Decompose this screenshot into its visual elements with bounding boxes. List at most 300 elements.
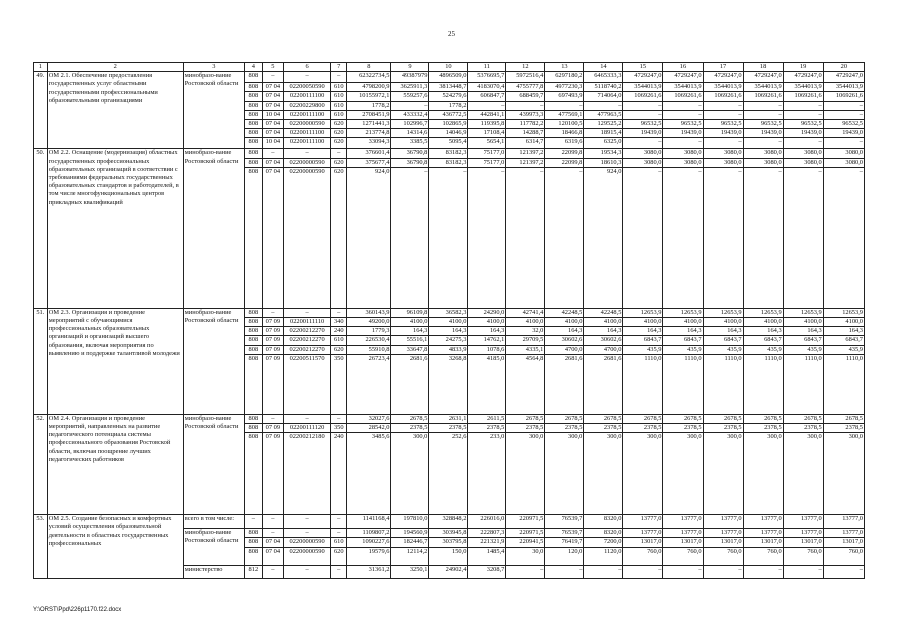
amount-cell: 3544013,9 [783, 83, 823, 92]
amount-cell: 4896509,0 [429, 72, 468, 83]
amount-cell: 924,0 [584, 167, 623, 308]
amount-cell: 119395,8 [468, 120, 506, 129]
amount-cell: 300,0 [584, 433, 623, 515]
measure-name: ОМ 2.3. Организация и проведение мероприятий с обучающимися профессиональных образовательных организаций и организаций высшего образования, включая мероприятия по выявлению и поддержке талантливой молодежи [47, 308, 183, 414]
amount-cell: 19439,0 [743, 129, 783, 138]
table-row [34, 414, 865, 423]
amount-cell: 3544013,9 [743, 83, 783, 92]
amount-cell: 697493,9 [545, 92, 584, 101]
amount-cell: 13017,0 [663, 538, 703, 547]
amount-cell: 4100,0 [823, 318, 864, 327]
amount-cell: 303795,8 [429, 538, 468, 547]
amount-cell: 2681,6 [391, 354, 429, 414]
vr-cell: 620 [331, 547, 347, 565]
amount-cell: – [823, 167, 864, 308]
vr-cell: – [331, 565, 347, 578]
vr-cell: 620 [331, 345, 347, 354]
vr-cell: 610 [331, 83, 347, 92]
gr-code-cell: 808 [244, 129, 262, 138]
amount-cell: – [823, 138, 864, 149]
amount-cell: 714064,0 [584, 92, 623, 101]
amount-cell: 19534,3 [584, 149, 623, 158]
header-cell: 10 [429, 63, 468, 72]
amount-cell: 3080,0 [743, 149, 783, 158]
budget-table [33, 62, 865, 579]
amount-cell: 4729247,0 [703, 72, 743, 83]
amount-cell: 28542,0 [347, 424, 391, 433]
row-number: 52. [34, 414, 48, 514]
amount-cell: 6843,7 [663, 336, 703, 345]
csr-cell: – [283, 414, 330, 423]
amount-cell: 33094,3 [347, 138, 391, 149]
rzpr-cell: 07 09 [262, 336, 283, 345]
amount-cell: 24275,3 [429, 336, 468, 345]
vr-cell: – [331, 529, 347, 538]
csr-cell: 02200229800 [283, 101, 330, 110]
amount-cell: 760,0 [663, 547, 703, 565]
csr-cell: 02200111100 [283, 110, 330, 119]
amount-cell: 435,9 [623, 345, 663, 354]
amount-cell: 300,0 [545, 433, 584, 515]
amount-cell: 760,0 [743, 547, 783, 565]
amount-cell: 4977230,3 [545, 83, 584, 92]
csr-cell: 02200111100 [283, 129, 330, 138]
amount-cell: 22099,8 [545, 149, 584, 158]
amount-cell: – [663, 167, 703, 308]
amount-cell: 13777,0 [623, 529, 663, 538]
amount-cell: 4100,0 [743, 318, 783, 327]
gr-code-cell: 808 [244, 83, 262, 92]
amount-cell: 12653,9 [783, 308, 823, 317]
amount-cell: 164,3 [545, 327, 584, 336]
vr-cell: – [331, 515, 347, 529]
amount-cell: 164,3 [703, 327, 743, 336]
gr-code-cell: 808 [244, 308, 262, 317]
amount-cell: 439973,3 [506, 110, 545, 119]
amount-cell: 1090227,6 [347, 538, 391, 547]
amount-cell: 4100,0 [391, 318, 429, 327]
amount-cell: 96532,5 [663, 120, 703, 129]
rzpr-cell: 07 09 [262, 354, 283, 414]
amount-cell: 3080,0 [663, 158, 703, 167]
amount-cell: 96532,5 [783, 120, 823, 129]
amount-cell: – [663, 138, 703, 149]
amount-cell: 18610,3 [584, 158, 623, 167]
amount-cell: 150,0 [429, 547, 468, 565]
amount-cell: 2378,5 [783, 424, 823, 433]
amount-cell: 31361,2 [347, 565, 391, 578]
amount-cell: 32027,6 [347, 414, 391, 423]
amount-cell: 96532,5 [743, 120, 783, 129]
rzpr-cell: 07 04 [262, 129, 283, 138]
amount-cell: – [703, 565, 743, 578]
amount-cell: 300,0 [783, 433, 823, 515]
amount-cell: 924,0 [347, 167, 391, 308]
amount-cell: – [783, 167, 823, 308]
amount-cell: 1109807,2 [347, 529, 391, 538]
vr-cell: – [331, 149, 347, 158]
amount-cell: 220941,5 [506, 538, 545, 547]
gr-code-cell: 808 [244, 414, 262, 423]
amount-cell: 3250,1 [391, 565, 429, 578]
executor-cell: минобразо-вание Ростовской области [183, 308, 244, 414]
header-cell: 12 [506, 63, 545, 72]
amount-cell: 4185,0 [468, 354, 506, 414]
amount-cell: 2681,6 [584, 354, 623, 414]
amount-cell: 6843,7 [823, 336, 864, 345]
amount-cell: 2378,5 [703, 424, 743, 433]
gr-code-cell: 808 [244, 120, 262, 129]
amount-cell: 13777,0 [703, 515, 743, 529]
amount-cell: 252,6 [429, 433, 468, 515]
vr-cell: 240 [331, 327, 347, 336]
amount-cell: 10155972,1 [347, 92, 391, 101]
amount-cell: – [468, 101, 506, 110]
amount-cell: 120100,5 [545, 120, 584, 129]
amount-cell: 4729247,0 [743, 72, 783, 83]
amount-cell: 96109,8 [391, 308, 429, 317]
amount-cell: 1271441,3 [347, 120, 391, 129]
amount-cell: 30602,6 [584, 336, 623, 345]
gr-code-cell: 808 [244, 318, 262, 327]
amount-cell: – [623, 101, 663, 110]
amount-cell: 2681,6 [545, 354, 584, 414]
rzpr-cell: – [262, 414, 283, 423]
amount-cell: 12653,9 [663, 308, 703, 317]
amount-cell: 13017,0 [743, 538, 783, 547]
amount-cell: 2378,5 [743, 424, 783, 433]
amount-cell: 102865,9 [429, 120, 468, 129]
csr-cell: 02200111100 [283, 138, 330, 149]
amount-cell: 3080,0 [823, 149, 864, 158]
amount-cell: 17108,4 [468, 129, 506, 138]
csr-cell: – [283, 308, 330, 317]
amount-cell: 2378,5 [823, 424, 864, 433]
header-cell: 7 [331, 63, 347, 72]
header-cell: 17 [703, 63, 743, 72]
gr-code-cell: 808 [244, 327, 262, 336]
amount-cell: 220971,5 [506, 515, 545, 529]
csr-cell: 02200212270 [283, 345, 330, 354]
csr-cell: – [283, 149, 330, 158]
table-row [34, 72, 865, 83]
gr-code-cell: 808 [244, 167, 262, 308]
amount-cell: 13777,0 [783, 529, 823, 538]
gr-code-cell: 808 [244, 529, 262, 538]
amount-cell: – [545, 167, 584, 308]
amount-cell: 213774,8 [347, 129, 391, 138]
vr-cell: 340 [331, 318, 347, 327]
amount-cell: 303945,8 [429, 529, 468, 538]
rzpr-cell: 07 09 [262, 318, 283, 327]
amount-cell: 3544013,9 [823, 83, 864, 92]
executor-cell: минобразо-вание Ростовской области [183, 72, 244, 149]
vr-cell: – [331, 308, 347, 317]
amount-cell: – [783, 101, 823, 110]
vr-cell: – [331, 72, 347, 83]
amount-cell: – [783, 138, 823, 149]
amount-cell: 477569,1 [545, 110, 584, 119]
amount-cell: 3080,0 [703, 158, 743, 167]
amount-cell: 760,0 [623, 547, 663, 565]
amount-cell: 12114,2 [391, 547, 429, 565]
header-cell: 5 [262, 63, 283, 72]
amount-cell: 1110,0 [663, 354, 703, 414]
amount-cell: 1778,2 [429, 101, 468, 110]
amount-cell: 4729247,0 [663, 72, 703, 83]
amount-cell: 102996,7 [391, 120, 429, 129]
amount-cell: 3080,0 [823, 158, 864, 167]
amount-cell: – [743, 167, 783, 308]
amount-cell: – [823, 101, 864, 110]
vr-cell: 610 [331, 92, 347, 101]
amount-cell: 606847,7 [468, 92, 506, 101]
amount-cell: – [663, 565, 703, 578]
amount-cell: 18466,8 [545, 129, 584, 138]
amount-cell: 19439,0 [703, 129, 743, 138]
measure-name: ОМ 2.5. Создание безопасных и комфортных условий осуществления образовательной деятельности в областных государственных профессиональных [47, 515, 183, 578]
amount-cell: 375677,4 [347, 158, 391, 167]
amount-cell: 435,9 [823, 345, 864, 354]
vr-cell: – [331, 414, 347, 423]
amount-cell: 2678,5 [783, 414, 823, 423]
amount-cell: 4833,9 [429, 345, 468, 354]
header-cell: 11 [468, 63, 506, 72]
header-cell: 8 [347, 63, 391, 72]
row-number: 51. [34, 308, 48, 414]
amount-cell: – [823, 110, 864, 119]
vr-cell: 610 [331, 538, 347, 547]
vr-cell: 620 [331, 120, 347, 129]
amount-cell: 2678,5 [743, 414, 783, 423]
gr-code-cell: 808 [244, 149, 262, 158]
amount-cell: 36582,3 [429, 308, 468, 317]
amount-cell: 5972516,4 [506, 72, 545, 83]
amount-cell: 13017,0 [823, 538, 864, 547]
executor-cell: минобразо-вание Ростовской области [183, 414, 244, 514]
amount-cell: 2378,5 [429, 424, 468, 433]
amount-cell: – [703, 110, 743, 119]
amount-cell: 2378,5 [391, 424, 429, 433]
amount-cell: 4700,0 [584, 345, 623, 354]
amount-cell: 49200,0 [347, 318, 391, 327]
csr-cell: 02200000590 [283, 158, 330, 167]
amount-cell: 164,3 [584, 327, 623, 336]
amount-cell: 76539,7 [545, 529, 584, 538]
amount-cell: 442841,1 [468, 110, 506, 119]
rzpr-cell: 07 04 [262, 547, 283, 565]
amount-cell: 197810,0 [391, 515, 429, 529]
amount-cell: 4100,0 [506, 318, 545, 327]
gr-code-cell: 808 [244, 433, 262, 515]
amount-cell: – [623, 167, 663, 308]
csr-cell: 02200212270 [283, 336, 330, 345]
amount-cell: 2378,5 [623, 424, 663, 433]
page-number: 25 [448, 30, 455, 38]
gr-code-cell: 808 [244, 72, 262, 83]
amount-cell: 5654,1 [468, 138, 506, 149]
gr-code-cell: 808 [244, 354, 262, 414]
amount-cell: 14762,1 [468, 336, 506, 345]
amount-cell: 300,0 [506, 433, 545, 515]
amount-cell: 2678,5 [391, 414, 429, 423]
amount-cell: 164,3 [468, 327, 506, 336]
amount-cell: 55516,1 [391, 336, 429, 345]
amount-cell: 300,0 [391, 433, 429, 515]
amount-cell: 2678,5 [823, 414, 864, 423]
amount-cell: 13777,0 [623, 515, 663, 529]
header-cell: 18 [743, 63, 783, 72]
amount-cell: 3080,0 [623, 158, 663, 167]
amount-cell: – [783, 565, 823, 578]
amount-cell: 2678,5 [703, 414, 743, 423]
amount-cell: 6843,7 [743, 336, 783, 345]
amount-cell: 1778,2 [347, 101, 391, 110]
executor-cell: минобразо-вание Ростовской области [183, 529, 244, 565]
csr-cell: – [283, 529, 330, 538]
amount-cell: 2378,5 [506, 424, 545, 433]
amount-cell: 121397,2 [506, 149, 545, 158]
vr-cell: 620 [331, 167, 347, 308]
csr-cell: 02200111110 [283, 318, 330, 327]
amount-cell: 12653,9 [623, 308, 663, 317]
amount-cell: 55910,8 [347, 345, 391, 354]
amount-cell: 4729247,0 [783, 72, 823, 83]
rzpr-cell: 07 04 [262, 158, 283, 167]
csr-cell: 02200511570 [283, 354, 330, 414]
amount-cell: 3080,0 [703, 149, 743, 158]
amount-cell: 300,0 [663, 433, 703, 515]
header-cell: 15 [623, 63, 663, 72]
amount-cell: 435,9 [663, 345, 703, 354]
amount-cell: 435,9 [703, 345, 743, 354]
rzpr-cell: 07 09 [262, 424, 283, 433]
amount-cell: 18915,4 [584, 129, 623, 138]
amount-cell: 760,0 [703, 547, 743, 565]
amount-cell: 3813448,7 [429, 83, 468, 92]
amount-cell: 76419,7 [545, 538, 584, 547]
header-cell: 6 [283, 63, 330, 72]
amount-cell: 4100,0 [429, 318, 468, 327]
amount-cell: 6325,0 [584, 138, 623, 149]
amount-cell: 13017,0 [783, 538, 823, 547]
vr-cell: 350 [331, 424, 347, 433]
amount-cell: 19579,6 [347, 547, 391, 565]
amount-cell: 3385,5 [391, 138, 429, 149]
amount-cell: 4564,8 [506, 354, 545, 414]
amount-cell: 3544013,9 [703, 83, 743, 92]
amount-cell: 8320,0 [584, 529, 623, 538]
amount-cell: 2678,5 [506, 414, 545, 423]
amount-cell: 49387979 [391, 72, 429, 83]
amount-cell: 688459,7 [506, 92, 545, 101]
row-number: 50. [34, 149, 48, 308]
amount-cell: 300,0 [743, 433, 783, 515]
amount-cell: 13777,0 [663, 529, 703, 538]
amount-cell: 1110,0 [703, 354, 743, 414]
amount-cell: 42248,5 [584, 308, 623, 317]
header-cell: 14 [584, 63, 623, 72]
amount-cell: 13777,0 [743, 515, 783, 529]
amount-cell: 30,0 [506, 547, 545, 565]
executor-cell: минобразо-вание Ростовской области [183, 149, 244, 308]
amount-cell: 129525,2 [584, 120, 623, 129]
amount-cell: 4100,0 [468, 318, 506, 327]
amount-cell: 13777,0 [823, 529, 864, 538]
table-row [34, 308, 865, 317]
amount-cell: 2708451,9 [347, 110, 391, 119]
amount-cell: – [584, 565, 623, 578]
amount-cell: – [391, 167, 429, 308]
amount-cell: 221321,9 [468, 538, 506, 547]
amount-cell: – [783, 110, 823, 119]
amount-cell: 19439,0 [823, 129, 864, 138]
amount-cell: – [663, 101, 703, 110]
amount-cell: 300,0 [623, 433, 663, 515]
amount-cell: 76539,7 [545, 515, 584, 529]
header-cell: 1 [34, 63, 48, 72]
amount-cell: 2378,5 [468, 424, 506, 433]
amount-cell: 164,3 [663, 327, 703, 336]
rzpr-cell: – [262, 515, 283, 529]
amount-cell: – [823, 565, 864, 578]
amount-cell: 3485,6 [347, 433, 391, 515]
amount-cell: 2611,5 [468, 414, 506, 423]
amount-cell: – [545, 565, 584, 578]
executor-cell: министерство [183, 565, 244, 578]
amount-cell: 1110,0 [823, 354, 864, 414]
footer-path: Y:\ORST\Ppd\226p1170.f22.docx [33, 607, 122, 613]
gr-code-cell: 808 [244, 138, 262, 149]
amount-cell: 13777,0 [663, 515, 703, 529]
amount-cell: 760,0 [823, 547, 864, 565]
measure-name: ОМ 2.1. Обеспечение предоставления государственных услуг областными государственными профессиональными образовательными организациями [47, 72, 183, 149]
amount-cell: 300,0 [823, 433, 864, 515]
amount-cell: 5376695,7 [468, 72, 506, 83]
amount-cell: 4100,0 [783, 318, 823, 327]
rzpr-cell: 07 09 [262, 433, 283, 515]
amount-cell: 220971,5 [506, 529, 545, 538]
amount-cell: 222807,3 [468, 529, 506, 538]
amount-cell: 194560,9 [391, 529, 429, 538]
amount-cell: 22099,8 [545, 158, 584, 167]
gr-code-cell: 808 [244, 158, 262, 167]
amount-cell: 328848,2 [429, 515, 468, 529]
amount-cell: 42248,5 [545, 308, 584, 317]
amount-cell: 96532,5 [703, 120, 743, 129]
rzpr-cell: – [262, 72, 283, 83]
amount-cell: 2378,5 [584, 424, 623, 433]
amount-cell: 4100,0 [545, 318, 584, 327]
header-cell: 2 [47, 63, 183, 72]
amount-cell: 4100,0 [703, 318, 743, 327]
amount-cell: 13777,0 [703, 529, 743, 538]
amount-cell: 164,3 [391, 327, 429, 336]
rzpr-cell: 07 04 [262, 120, 283, 129]
amount-cell: 6297180,2 [545, 72, 584, 83]
amount-cell: 164,3 [823, 327, 864, 336]
amount-cell: – [623, 138, 663, 149]
amount-cell: 4100,0 [584, 318, 623, 327]
amount-cell: 6843,7 [703, 336, 743, 345]
amount-cell: 32,0 [506, 327, 545, 336]
amount-cell: 83182,3 [429, 158, 468, 167]
gr-code-cell: 808 [244, 336, 262, 345]
gr-code-cell: 808 [244, 92, 262, 101]
amount-cell: 2678,5 [584, 414, 623, 423]
amount-cell: 14314,6 [391, 129, 429, 138]
amount-cell: 4100,0 [623, 318, 663, 327]
